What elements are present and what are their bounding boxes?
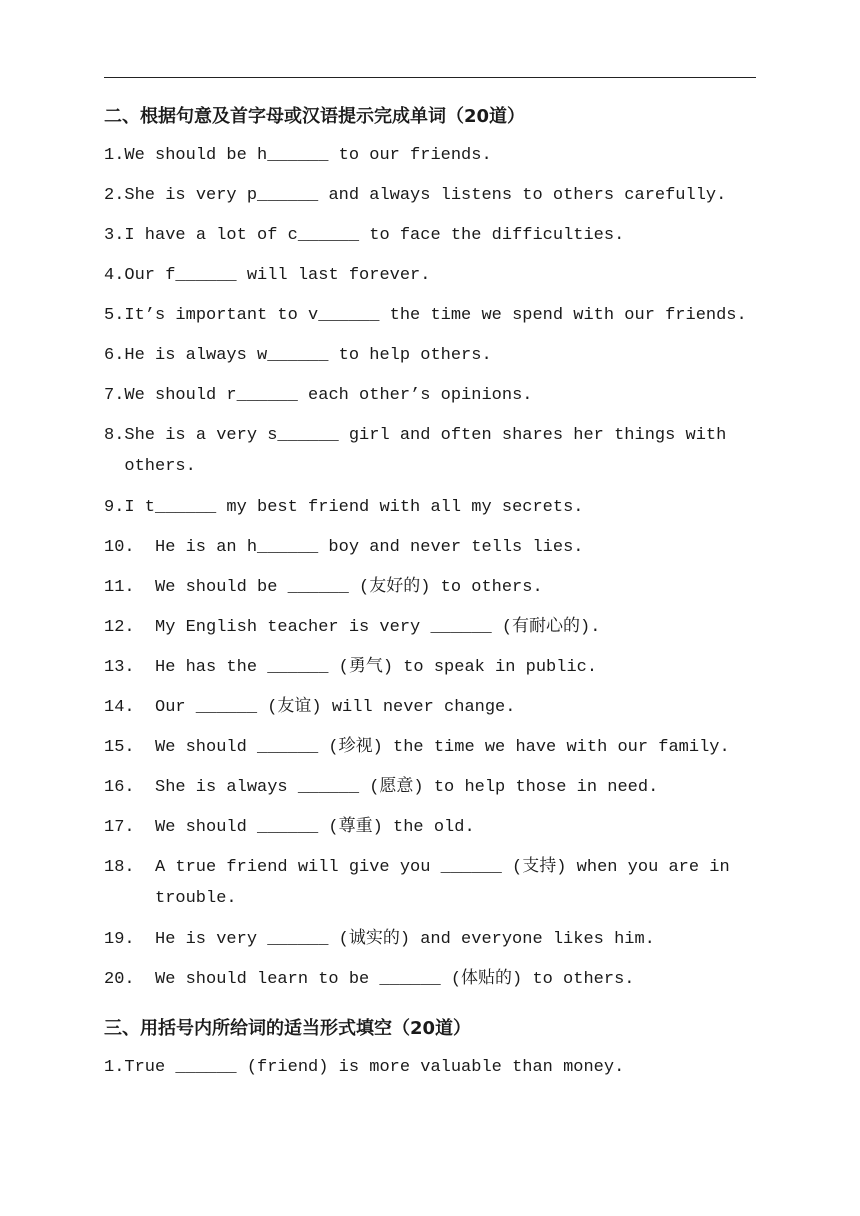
question-text: She is a very s______ girl and often shares her things with others. [124,426,727,476]
question-number: 4. [104,266,125,285]
document-content [104,100,764,1092]
header-rule [104,77,756,78]
question-item [104,420,764,492]
question-item [104,492,764,532]
question-item [104,1052,764,1092]
question-number: 10. [104,538,135,557]
question-text: We should r______ each other’s opinions. [124,386,533,405]
question-item [104,532,764,572]
question-text: We should ______ (珍视) the time we have with our family. [155,738,730,757]
question-text: He has the ______ (勇气) to speak in public. [155,658,598,677]
question-item [104,772,764,812]
question-item [104,572,764,612]
question-text: It’s important to v______ the time we spend with our friends. [124,306,747,325]
question-number: 9. [104,498,125,517]
question-text: He is very ______ (诚实的) and everyone likes him. [155,930,655,949]
question-item [104,732,764,772]
question-number: 5. [104,306,125,325]
question-item [104,692,764,732]
question-text: I t______ my best friend with all my secrets. [124,498,584,517]
question-text: My English teacher is very ______ (有耐心的). [155,618,601,637]
question-number: 6. [104,346,125,365]
question-number: 11. [104,578,135,597]
question-item [104,964,764,1004]
question-item [104,220,764,260]
question-number: 2. [104,186,125,205]
question-text: We should be ______ (友好的) to others. [155,578,543,597]
question-text: He is always w______ to help others. [124,346,492,365]
question-item [104,852,764,924]
question-number: 7. [104,386,125,405]
question-number: 1. [104,146,125,165]
question-item [104,140,764,180]
question-number: 16. [104,778,135,797]
question-item [104,300,764,340]
question-text: We should learn to be ______ (体贴的) to others. [155,970,635,989]
question-number: 14. [104,698,135,717]
question-number: 1. [104,1058,125,1077]
question-number: 18. [104,858,135,877]
question-text: Our ______ (友谊) will never change. [155,698,516,717]
question-text: I have a lot of c______ to face the difficulties. [124,226,625,245]
question-item [104,380,764,420]
question-text: We should be h______ to our friends. [124,146,492,165]
question-number: 8. [104,426,125,445]
question-text: We should ______ (尊重) the old. [155,818,475,837]
question-number: 15. [104,738,135,757]
question-text: He is an h______ boy and never tells lies. [155,538,584,557]
question-number: 12. [104,618,135,637]
question-text: A true friend will give you ______ (支持) when you are in trouble. [155,858,730,908]
question-text: True ______ (friend) is more valuable than money. [124,1058,625,1077]
question-item [104,924,764,964]
question-item [104,340,764,380]
question-number: 20. [104,970,135,989]
question-text: She is very p______ and always listens to others carefully. [124,186,727,205]
question-item [104,180,764,220]
section-3-title: 三、用括号内所给词的适当形式填空（20道） [104,1018,472,1039]
question-number: 13. [104,658,135,677]
section-2-questions [104,140,764,1004]
section-3-questions [104,1052,764,1092]
question-text: She is always ______ (愿意) to help those in need. [155,778,659,797]
question-item [104,812,764,852]
question-item [104,652,764,692]
section-spacer [104,1004,764,1012]
question-item [104,260,764,300]
question-number: 19. [104,930,135,949]
section-2-title: 二、根据句意及首字母或汉语提示完成单词（20道） [104,106,526,127]
question-text: Our f______ will last forever. [124,266,431,285]
question-number: 3. [104,226,125,245]
question-number: 17. [104,818,135,837]
question-item [104,612,764,652]
